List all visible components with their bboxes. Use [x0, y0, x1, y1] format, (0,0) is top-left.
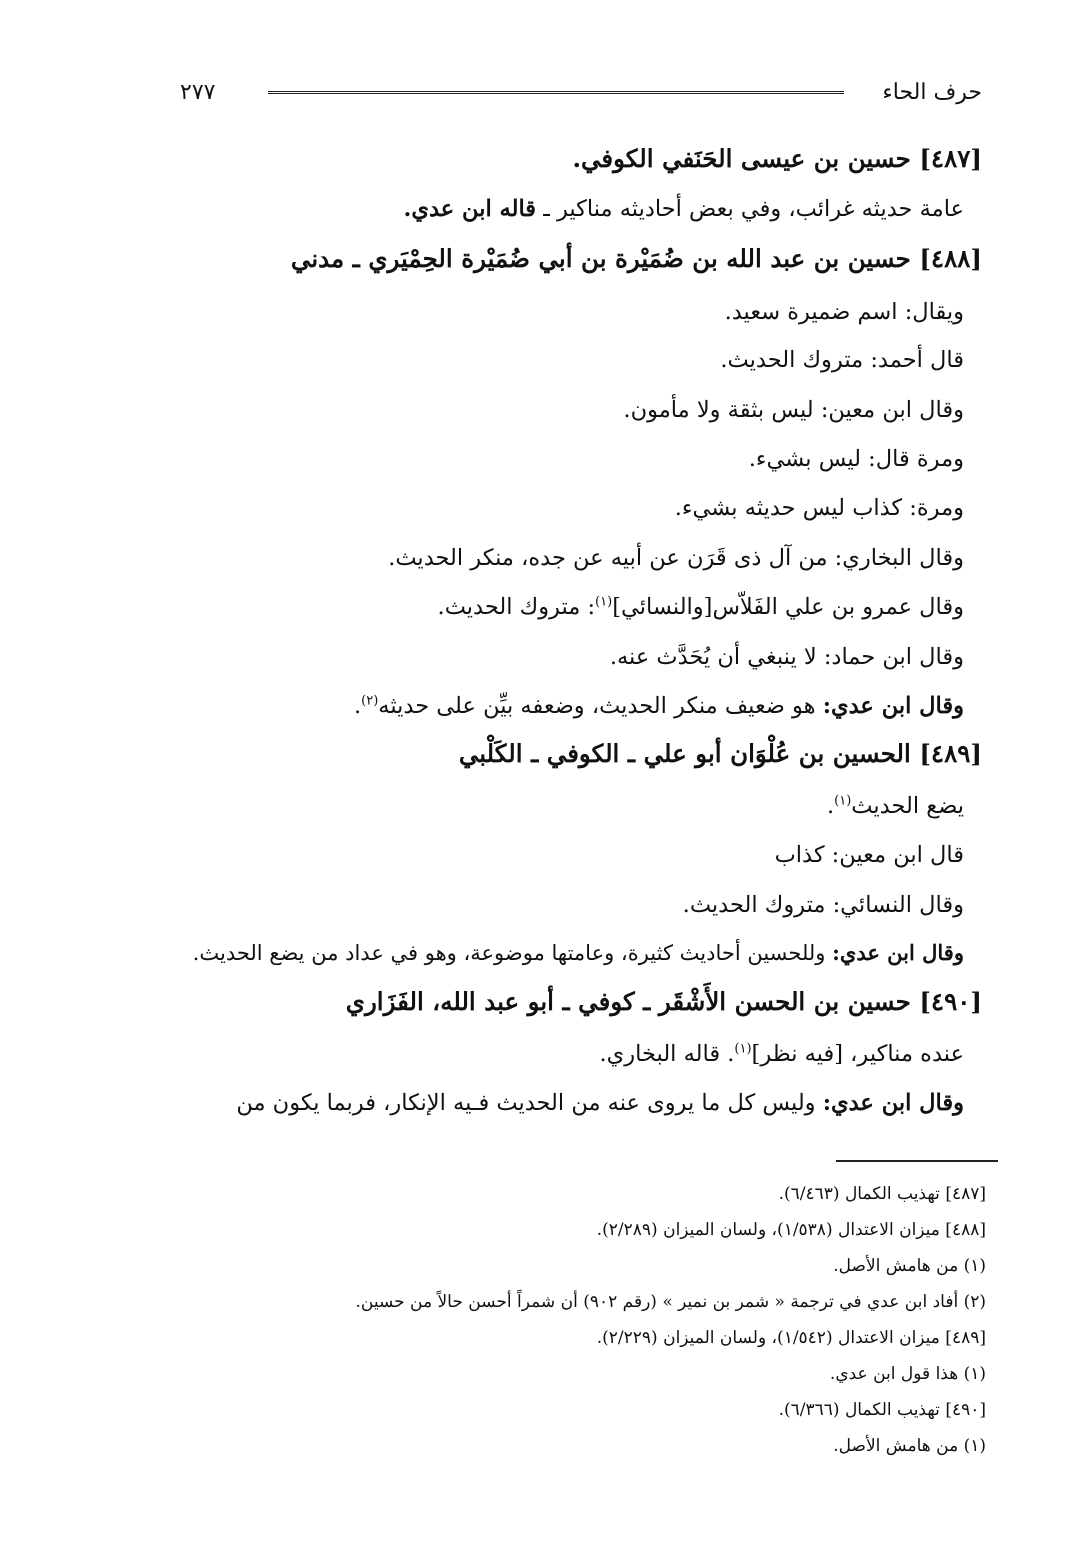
entry-488-line-3: وقال ابن معين: ليس بثقة ولا مأمون.: [623, 397, 964, 423]
footnote: (٢) أفاد ابن عدي في ترجمة « شمر بن نمير » (رقم ٩٠٢) أن شمراً أحسن حالاً من حسين.: [355, 1292, 986, 1312]
entry-489-line-3: وقال النسائي: متروك الحديث.: [682, 892, 964, 918]
entry-489-line-1-text: يضع الحديث: [851, 793, 964, 819]
entry-490-line-1: [600, 1039, 964, 1069]
footnote-separator: [836, 1160, 998, 1162]
entry-488-line-8: وقال ابن حماد: لا ينبغي أن يُحَدَّث عنه.: [609, 644, 964, 670]
entry-488-line-9: [354, 691, 964, 721]
entry-489-line-1: [827, 791, 964, 821]
entry-490-heading: [٤٩٠] حسين بن الحسن الأَشْقَر ـ كوفي ـ أبو عبد الله، الفَزَاري: [345, 987, 982, 1016]
entry-488-line-4: ومرة قال: ليس بشيء.: [748, 446, 964, 472]
entry-489-line-2: قال ابن معين: كذاب: [774, 842, 964, 868]
entry-488-line-1: ويقال: اسم ضميرة سعيد.: [724, 299, 964, 325]
footnote: (١) هذا قول ابن عدي.: [829, 1364, 986, 1384]
footnote: [٤٨٧] تهذيب الكمال (٦/٤٦٣).: [778, 1184, 986, 1204]
entry-488-line-5: ومرة: كذاب ليس حديثه بشيء.: [674, 495, 964, 521]
entry-490-line-1-text: عنده مناكير، [فيه نظر]: [751, 1041, 964, 1067]
entry-488-heading: [٤٨٨] حسين بن عبد الله بن ضُمَيْرة بن أبي ضُمَيْرة الحِمْيَري ـ مدني: [290, 244, 982, 273]
footnote-marker: (٢): [361, 693, 379, 709]
running-header-title: حرف الحاء: [882, 80, 982, 105]
entry-487-heading: [٤٨٧] حسين بن عيسى الحَنَفي الكوفي.: [572, 144, 982, 173]
entry-488-line-9-end: .: [354, 693, 362, 719]
entry-487-line-1: [404, 194, 964, 224]
footnote-marker: (١): [834, 793, 852, 809]
entry-488-line-7-text: وقال عمرو بن علي الفَلاّس[والنسائي]: [612, 594, 964, 620]
entry-487-attribution: قاله ابن عدي.: [403, 196, 537, 222]
footnote: [٤٨٩] ميزان الاعتدال (١/٥٤٢)، ولسان الميزان (٢/٢٢٩).: [596, 1328, 986, 1348]
entry-488-attribution: وقال ابن عدي:: [822, 693, 964, 719]
entry-488-line-9-text: هو ضعيف منكر الحديث، وضعفه بيِّن على حديثه: [378, 693, 823, 719]
footnote: (١) من هامش الأصل.: [833, 1436, 986, 1456]
entry-489-heading: [٤٨٩] الحسين بن عُلْوَان أبو علي ـ الكوفي ـ الكَلْبي: [458, 739, 982, 768]
footnote: [٤٩٠] تهذيب الكمال (٦/٣٦٦).: [778, 1400, 986, 1420]
entry-489-line-4-text: وللحسين أحاديث كثيرة، وعامتها موضوعة، وهو في عداد من يضع الحديث.: [192, 941, 833, 965]
footnote-marker: (١): [595, 594, 613, 610]
entry-488-line-6: وقال البخاري: من آل ذى قَرَن عن أبيه عن جده، منكر الحديث.: [388, 545, 964, 571]
entry-489-line-1-end: .: [827, 793, 835, 819]
entry-490-line-2-text: وليس كل ما يروى عنه من الحديث فـيه الإنكار، فربما يكون من: [236, 1090, 823, 1116]
entry-488-line-7: [438, 592, 964, 622]
footnote: (١) من هامش الأصل.: [833, 1256, 986, 1276]
header-rule: [268, 91, 844, 94]
footnote: [٤٨٨] ميزان الاعتدال (١/٥٣٨)، ولسان الميزان (٢/٢٨٩).: [596, 1220, 986, 1240]
entry-490-line-1-end: . قاله البخاري.: [599, 1041, 735, 1067]
entry-490-line-2: [236, 1088, 964, 1118]
entry-488-line-7-rest: : متروك الحديث.: [437, 594, 596, 620]
entry-488-line-2: قال أحمد: متروك الحديث.: [720, 347, 964, 373]
entry-490-attribution: وقال ابن عدي:: [822, 1090, 964, 1116]
footnote-marker: (١): [734, 1041, 752, 1057]
entry-487-text: عامة حديثه غرائب، وفي بعض أحاديثه مناكير ـ: [543, 196, 964, 222]
entry-489-line-4: [193, 938, 964, 968]
entry-489-attribution: وقال ابن عدي:: [832, 940, 964, 965]
page-number: ٢٧٧: [180, 80, 216, 105]
